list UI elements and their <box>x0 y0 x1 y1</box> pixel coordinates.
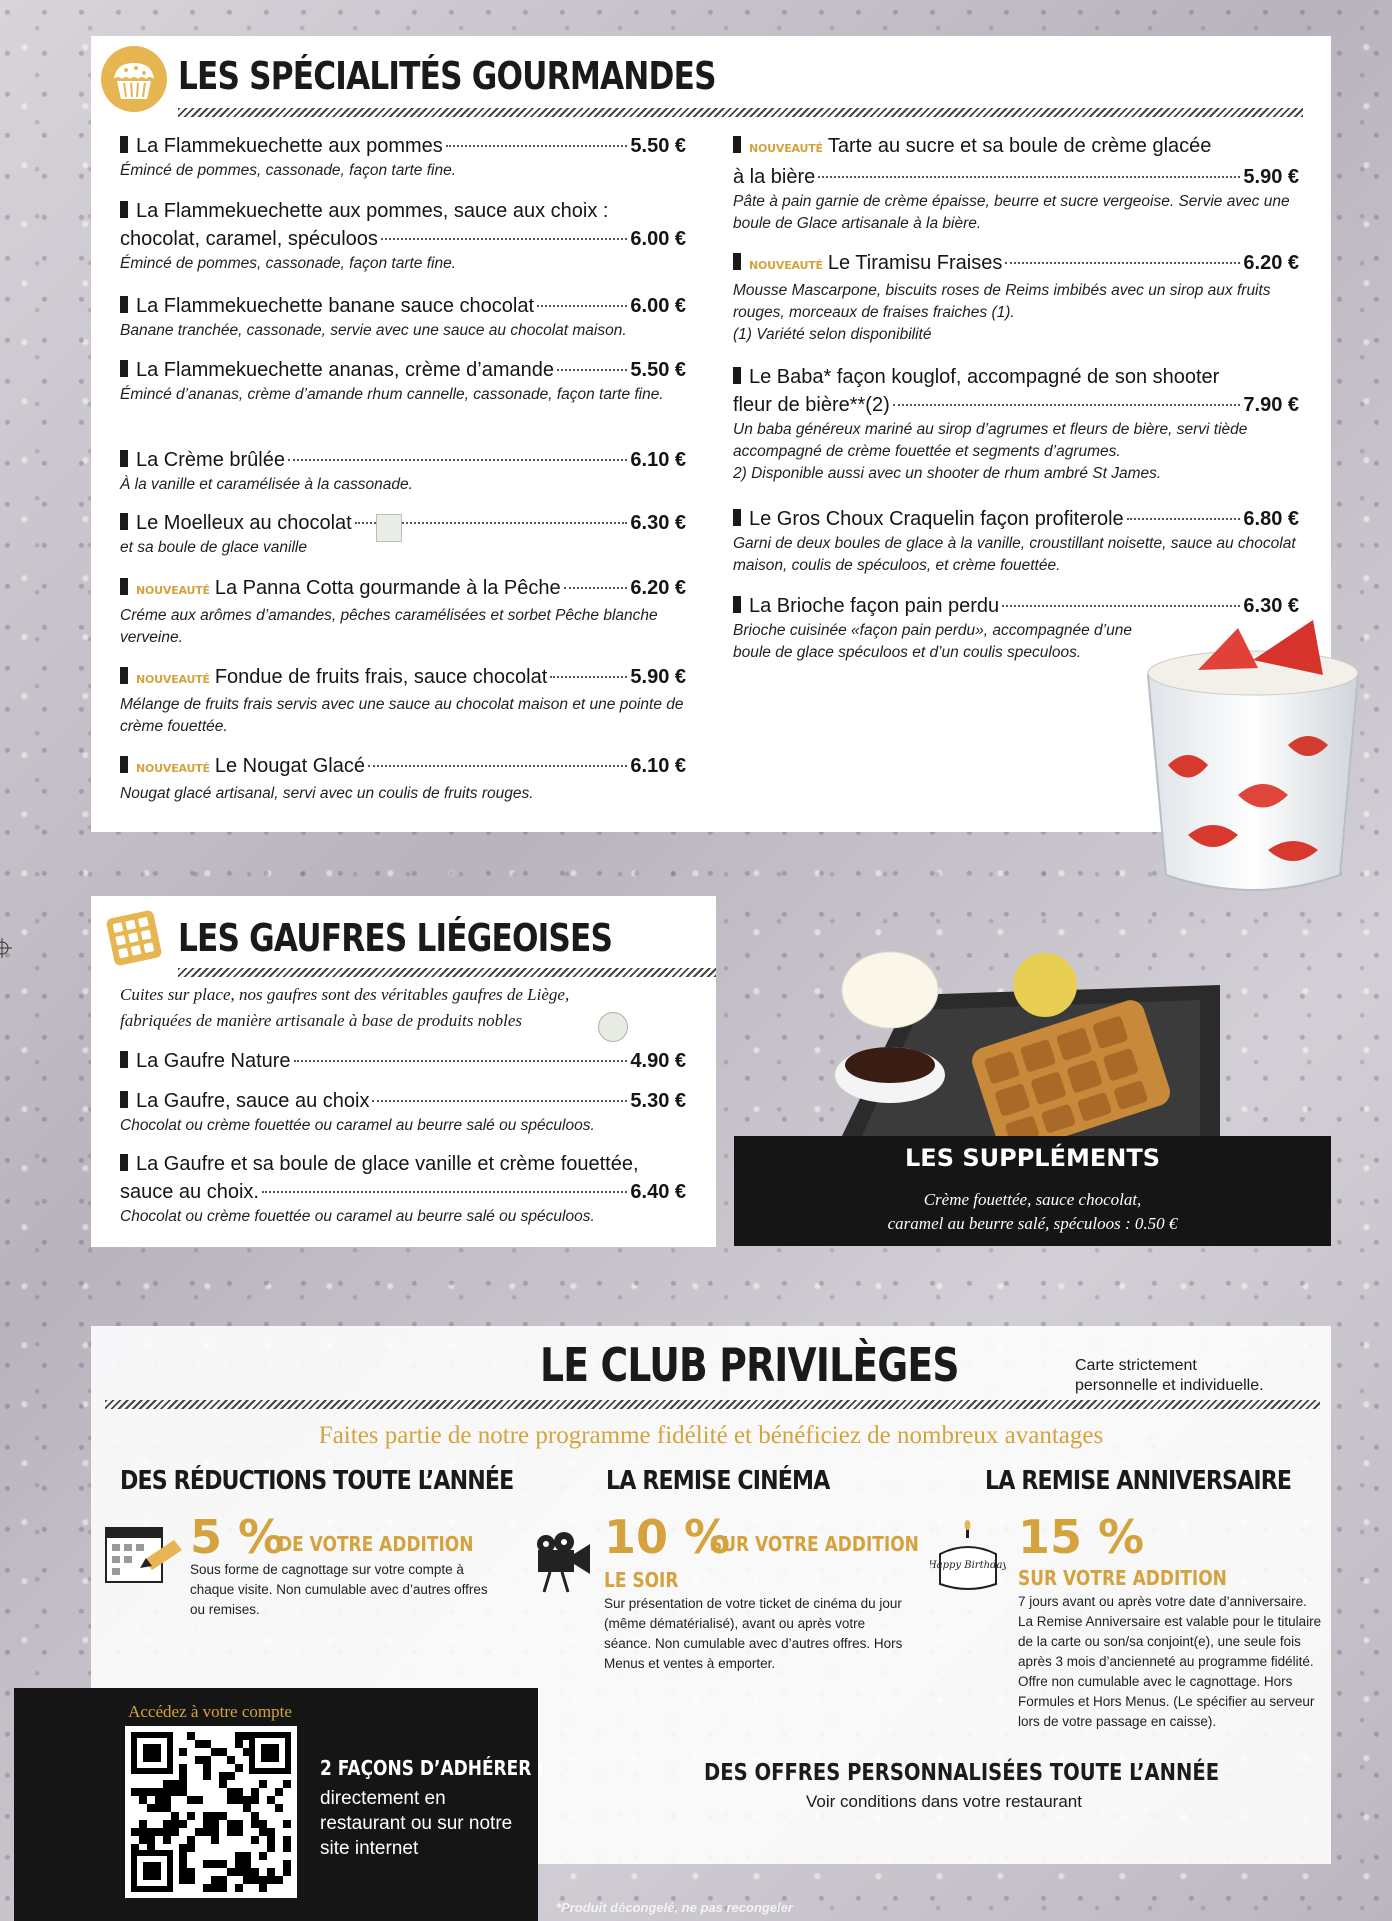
block-anniversaire-big: 15 % <box>1018 1510 1145 1564</box>
block-cinema-title: LA REMISE CINÉMA <box>606 1466 830 1496</box>
muffin-icon <box>100 45 168 113</box>
club-title: LE CLUB PRIVILÈGES <box>540 1338 959 1392</box>
item-price: 6.10 € <box>630 755 686 777</box>
bullet-mark <box>120 450 128 467</box>
supplements-line2: caramel au beurre salé, spéculoos : 0.50 € <box>887 1214 1178 1233</box>
item-name: La Brioche façon pain perdu <box>749 595 1000 617</box>
gaufres-rule <box>178 968 716 977</box>
block-cinema-suffix: SUR VOTRE ADDITION <box>710 1532 919 1556</box>
leader-dots <box>550 676 627 678</box>
block-cinema-text: Sur présentation de votre ticket de cinéma du jour (même dématérialisé), avant ou après votre séance. Non cumulable avec d’autres offres. Hors Menus et ventes à emporter. <box>604 1596 903 1671</box>
leader-dots <box>818 176 1240 178</box>
waffle-icon <box>104 908 164 968</box>
leader-dots <box>1005 262 1240 264</box>
item-description: Créme aux arômes d’amandes, pêches caramélisées et sorbet Pêche blanche verveine. <box>120 607 658 646</box>
item-description: Garni de deux boules de glace à la vanille, croustillant noisette, sauce au chocolat maison, coulis de spéculoos, et crème fouettée. <box>733 535 1296 574</box>
bullet-mark <box>120 513 128 530</box>
block-cinema-big: 10 % <box>604 1510 731 1564</box>
svg-text:Happy Birthday: Happy Birthday <box>930 1560 1006 1571</box>
crosshair-icon <box>0 938 12 958</box>
bullet-mark <box>120 667 128 684</box>
item-name: La Panna Cotta gourmande à la Pêche <box>214 577 561 599</box>
item-name: Le Tiramisu Fraises <box>827 252 1003 274</box>
bullet-mark <box>120 1091 128 1108</box>
item-price: 6.80 € <box>1243 508 1299 530</box>
leader-dots <box>1127 518 1241 520</box>
item-name: La Gaufre, sauce au choix <box>136 1090 370 1112</box>
item-name: La Flammekuechette aux pommes <box>136 135 443 157</box>
new-badge: NOUVEAUTÉ <box>136 762 210 775</box>
item-price: 6.20 € <box>630 577 686 599</box>
qr-label: Accédez à votre compte <box>128 1702 292 1721</box>
item-description: Pâte à pain garnie de crème épaisse, beurre et sucre vergeoise. Servie avec une boule de Glace artisanale à la bière. <box>733 193 1290 232</box>
item-description: Nougat glacé artisanal, servi avec un coulis de fruits rouges. <box>120 785 534 802</box>
item-description: Chocolat ou crème fouettée ou caramel au beurre salé ou spéculoos. <box>120 1117 595 1134</box>
item-name-continued: à la bière <box>733 166 816 188</box>
block-cinema-sub: LE SOIR <box>604 1568 679 1592</box>
offers-text: Voir conditions dans votre restaurant <box>806 1792 1082 1811</box>
leader-dots <box>372 1100 627 1102</box>
birthday-cake-icon <box>930 1520 1006 1596</box>
gaufres-intro: Cuites sur place, nos gaufres sont des véritables gaufres de Liège, fabriquées de manière artisanale à base de produits nobles <box>120 985 570 1030</box>
menu-item <box>120 1150 686 1228</box>
menu-item <box>120 356 686 406</box>
footnote: *Produit décongelé, ne pas recongeler <box>556 1900 793 1915</box>
leader-dots <box>557 369 627 371</box>
item-description: et sa boule de glace vanille <box>120 539 307 556</box>
bullet-mark <box>120 360 128 377</box>
tiramisu-photo <box>1138 615 1368 905</box>
item-price: 6.20 € <box>1243 252 1299 274</box>
menu-item <box>120 1047 686 1075</box>
item-name: Le Baba* façon kouglof, accompagné de son shooter <box>749 366 1220 388</box>
menu-item <box>120 197 686 275</box>
item-description: Émincé de pommes, cassonade, façon tarte fine. <box>120 255 457 272</box>
item-price: 6.00 € <box>630 295 686 317</box>
menu-item <box>120 752 686 805</box>
qr-code[interactable] <box>125 1726 297 1898</box>
leader-dots <box>381 238 627 240</box>
club-rule <box>105 1400 1320 1409</box>
supplements-title: LES SUPPLÉMENTS <box>905 1144 1160 1172</box>
item-name-continued: chocolat, caramel, spéculoos <box>120 228 378 250</box>
item-name: La Flammekuechette banane sauce chocolat <box>136 295 535 317</box>
block-anniversaire-sub: SUR VOTRE ADDITION <box>1018 1566 1227 1590</box>
leader-dots <box>1002 605 1240 607</box>
club-note: Carte strictement personnelle et individuelle. <box>1075 1357 1264 1394</box>
new-badge: NOUVEAUTÉ <box>136 584 210 597</box>
bullet-mark <box>733 253 741 270</box>
leader-dots <box>368 765 627 767</box>
menu-item <box>733 249 1299 346</box>
menu-item <box>120 132 686 182</box>
new-badge: NOUVEAUTÉ <box>136 673 210 686</box>
menu-item <box>120 1087 686 1137</box>
new-badge: NOUVEAUTÉ <box>749 142 823 155</box>
item-name-continued: sauce au choix. <box>120 1181 259 1203</box>
item-price: 6.00 € <box>630 228 686 250</box>
block-anniversaire-text: 7 jours avant ou après votre date d’anniversaire. La Remise Anniversaire est valable pour le titulaire de la carte ou son/sa conjoint(e), une seule fois après 3 mois d’ancienneté au programme fidélité. Offre non cumulable avec le cagnottage. Hors Formules et Hors Menus. (Le spécifier au serveur lors de votre passage en caisse). <box>1018 1594 1322 1729</box>
leader-dots <box>288 459 627 461</box>
item-description: Un baba généreux mariné au sirop d’agrumes et fleurs de bière, servi tiède accompagné de crème fouettée et segments d’agrumes. <box>733 421 1248 460</box>
item-description: À la vanille et caramélisée à la cassonade. <box>120 476 413 493</box>
block-reductions-text: Sous forme de cagnottage sur votre compte à chaque visite. Non cumulable avec d’autres offres ou remises. <box>190 1562 488 1617</box>
leader-dots <box>893 404 1241 406</box>
item-note: (1) Variété selon disponibilité <box>733 326 932 343</box>
waffle-photo <box>800 925 1340 1140</box>
menu-item <box>120 292 686 342</box>
bullet-mark <box>120 1154 128 1171</box>
specialites-rule <box>178 108 1303 117</box>
gaufres-title: LES GAUFRES LIÉGEOISES <box>178 916 613 960</box>
block-reductions-suffix: DE VOTRE ADDITION <box>278 1532 474 1556</box>
item-name: Le Moelleux au chocolat <box>136 512 352 534</box>
block-anniversaire-title: LA REMISE ANNIVERSAIRE <box>985 1466 1292 1496</box>
menu-item <box>120 663 686 738</box>
bullet-mark <box>733 596 741 613</box>
bullet-mark <box>120 296 128 313</box>
leader-dots <box>537 305 627 307</box>
item-name: Le Gros Choux Craquelin façon profiterole <box>749 508 1124 530</box>
offers-title: DES OFFRES PERSONNALISÉES TOUTE L’ANNÉE <box>704 1760 1220 1786</box>
item-description: Brioche cuisinée «façon pain perdu», accompagnée d’une boule de glace spéculoos et d’un coulis speculoos. <box>733 622 1132 661</box>
new-badge: NOUVEAUTÉ <box>749 259 823 272</box>
menu-item <box>120 446 686 496</box>
item-price: 5.50 € <box>630 135 686 157</box>
join-text: directement en restaurant ou sur notre site internet <box>320 1788 513 1859</box>
menu-item <box>120 509 686 559</box>
supplements-line1: Crème fouettée, sauce chocolat, <box>923 1190 1142 1209</box>
label-badge-gaufre <box>598 1012 628 1042</box>
join-title: 2 FAÇONS D’ADHÉRER : <box>320 1756 545 1780</box>
menu-item <box>733 505 1299 577</box>
bullet-mark <box>120 578 128 595</box>
item-name: La Gaufre Nature <box>136 1050 291 1072</box>
item-name: Tarte au sucre et sa boule de crème glacée <box>827 135 1212 157</box>
item-price: 6.30 € <box>630 512 686 534</box>
item-price: 5.50 € <box>630 359 686 381</box>
bullet-mark <box>733 509 741 526</box>
bullet-mark <box>120 136 128 153</box>
item-description: Mélange de fruits frais servis avec une sauce au chocolat maison et une pointe de crème fouettée. <box>120 696 684 735</box>
item-name: Fondue de fruits frais, sauce chocolat <box>214 666 548 688</box>
item-name: La Flammekuechette aux pommes, sauce aux choix : <box>136 200 609 222</box>
bullet-mark <box>120 1051 128 1068</box>
leader-dots <box>564 587 628 589</box>
camera-icon <box>520 1520 596 1596</box>
item-name: La Flammekuechette ananas, crème d’amande <box>136 359 555 381</box>
club-tagline: Faites partie de notre programme fidélité et bénéficiez de nombreux avantages <box>318 1422 1104 1449</box>
item-price: 5.30 € <box>630 1090 686 1112</box>
item-description: Émincé d’ananas, crème d’amande rhum cannelle, cassonade, façon tarte fine. <box>120 386 664 403</box>
item-name: La Gaufre et sa boule de glace vanille et crème fouettée, <box>136 1153 639 1175</box>
menu-item <box>120 574 686 649</box>
item-price: 4.90 € <box>630 1050 686 1072</box>
item-price: 5.90 € <box>1243 166 1299 188</box>
bullet-mark <box>120 201 128 218</box>
block-reductions-big: 5 % <box>190 1510 285 1564</box>
item-description: Mousse Mascarpone, biscuits roses de Reims imbibés avec un sirop aux fruits rouges, morceaux de fraises fraiches (1). <box>733 282 1271 321</box>
bullet-mark <box>120 756 128 773</box>
item-description: Chocolat ou crème fouettée ou caramel au beurre salé ou spéculoos. <box>120 1208 595 1225</box>
menu-item <box>733 363 1299 485</box>
specialites-title: LES SPÉCIALITÉS GOURMANDES <box>178 54 716 98</box>
item-name: Le Nougat Glacé <box>214 755 365 777</box>
item-price: 6.30 € <box>1243 595 1299 617</box>
block-reductions-title: DES RÉDUCTIONS TOUTE L’ANNÉE <box>120 1466 514 1496</box>
item-name: La Crème brûlée <box>136 449 285 471</box>
item-name-continued: fleur de bière**(2) <box>733 394 890 416</box>
item-price: 5.90 € <box>630 666 686 688</box>
item-price: 7.90 € <box>1243 394 1299 416</box>
menu-item <box>733 132 1299 235</box>
leader-dots <box>294 1060 628 1062</box>
bullet-mark <box>733 136 741 153</box>
leader-dots <box>446 145 628 147</box>
leader-dots <box>262 1191 627 1193</box>
item-price: 6.40 € <box>630 1181 686 1203</box>
bullet-mark <box>733 367 741 384</box>
item-description: Émincé de pommes, cassonade, façon tarte fine. <box>120 162 457 179</box>
calendar-icon <box>100 1520 186 1590</box>
item-description: Banane tranchée, cassonade, servie avec une sauce au chocolat maison. <box>120 322 627 339</box>
label-badge <box>376 514 402 542</box>
item-note: 2) Disponible aussi avec un shooter de rhum ambré St James. <box>733 465 1162 482</box>
item-price: 6.10 € <box>630 449 686 471</box>
